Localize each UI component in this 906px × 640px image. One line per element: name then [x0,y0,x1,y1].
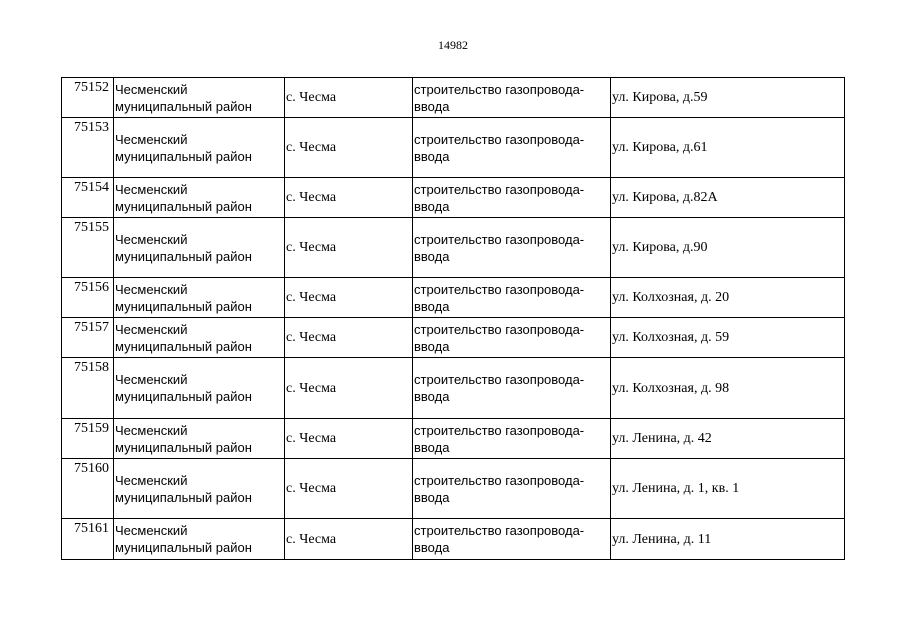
work-cell: строительство газопровода-ввода [413,459,611,519]
address-cell: ул. Колхозная, д. 59 [611,318,845,358]
work-cell: строительство газопровода-ввода [413,78,611,118]
address-cell: ул. Кирова, д.90 [611,218,845,278]
page-number: 14982 [438,38,468,52]
district-cell: Чесменский муниципальный район [114,278,285,318]
district-cell: Чесменский муниципальный район [114,519,285,560]
table-row [62,519,845,560]
row-number: 75161 [62,519,114,560]
table-row [62,78,845,118]
work-cell: строительство газопровода-ввода [413,178,611,218]
work-cell: строительство газопровода-ввода [413,358,611,419]
work-cell: строительство газопровода-ввода [413,278,611,318]
table-row [62,459,845,519]
registry-table [61,77,845,560]
table-row [62,218,845,278]
row-number: 75155 [62,218,114,278]
address-cell: ул. Колхозная, д. 98 [611,358,845,419]
work-cell: строительство газопровода-ввода [413,218,611,278]
village-cell: с. Чесма [285,78,413,118]
village-cell: с. Чесма [285,178,413,218]
row-number: 75159 [62,419,114,459]
village-cell: с. Чесма [285,318,413,358]
village-cell: с. Чесма [285,218,413,278]
table-row [62,318,845,358]
address-cell: ул. Кирова, д.82А [611,178,845,218]
work-cell: строительство газопровода-ввода [413,318,611,358]
district-cell: Чесменский муниципальный район [114,419,285,459]
table-row [62,278,845,318]
row-number: 75160 [62,459,114,519]
table-row [62,419,845,459]
address-cell: ул. Ленина, д. 1, кв. 1 [611,459,845,519]
district-cell: Чесменский муниципальный район [114,118,285,178]
district-cell: Чесменский муниципальный район [114,78,285,118]
work-cell: строительство газопровода-ввода [413,118,611,178]
row-number: 75157 [62,318,114,358]
village-cell: с. Чесма [285,519,413,560]
district-cell: Чесменский муниципальный район [114,178,285,218]
row-number: 75152 [62,78,114,118]
row-number: 75153 [62,118,114,178]
district-cell: Чесменский муниципальный район [114,318,285,358]
table-row [62,178,845,218]
address-cell: ул. Ленина, д. 42 [611,419,845,459]
row-number: 75156 [62,278,114,318]
district-cell: Чесменский муниципальный район [114,459,285,519]
village-cell: с. Чесма [285,278,413,318]
address-cell: ул. Ленина, д. 11 [611,519,845,560]
district-cell: Чесменский муниципальный район [114,218,285,278]
village-cell: с. Чесма [285,118,413,178]
row-number: 75158 [62,358,114,419]
row-number: 75154 [62,178,114,218]
village-cell: с. Чесма [285,419,413,459]
work-cell: строительство газопровода-ввода [413,519,611,560]
work-cell: строительство газопровода-ввода [413,419,611,459]
address-cell: ул. Кирова, д.59 [611,78,845,118]
table-row [62,118,845,178]
table-row [62,358,845,419]
address-cell: ул. Кирова, д.61 [611,118,845,178]
village-cell: с. Чесма [285,459,413,519]
village-cell: с. Чесма [285,358,413,419]
district-cell: Чесменский муниципальный район [114,358,285,419]
address-cell: ул. Колхозная, д. 20 [611,278,845,318]
